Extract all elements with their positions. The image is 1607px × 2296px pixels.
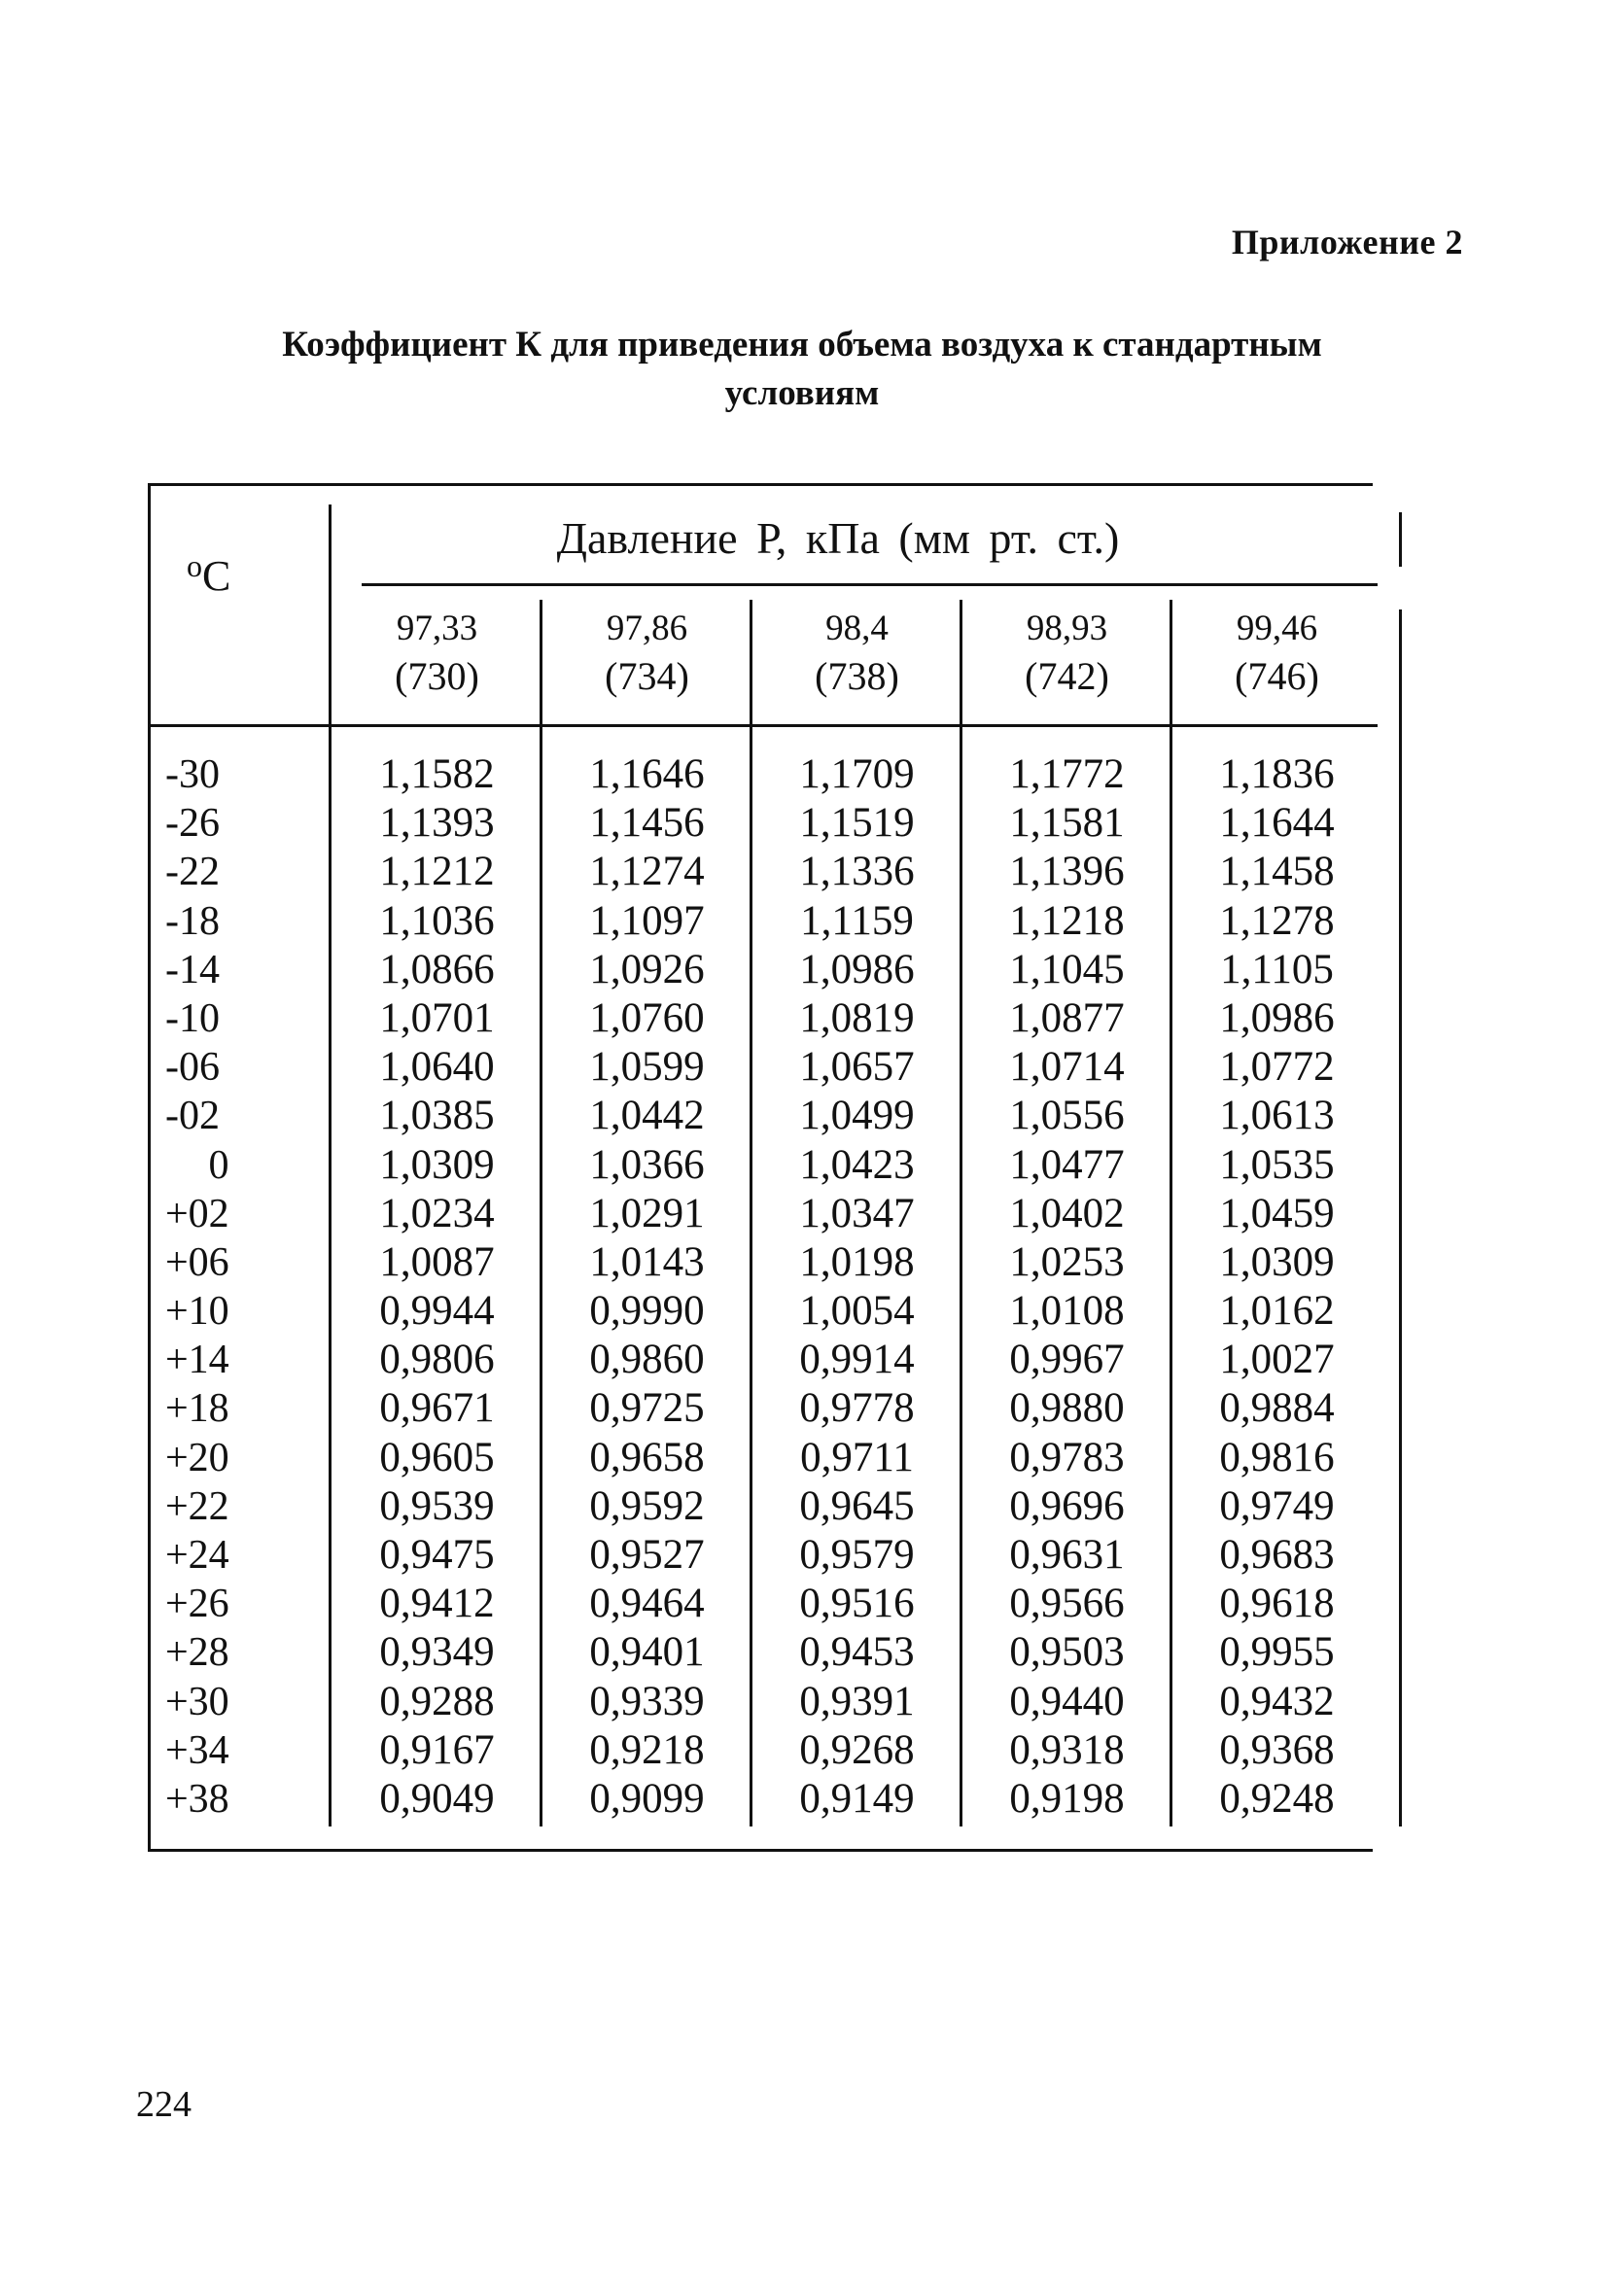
temperature-cell: +38 [165, 1776, 229, 1822]
coefficient-cell: 0,9880 [1009, 1385, 1125, 1432]
coefficient-cell: 1,0877 [1009, 994, 1125, 1041]
coefficient-cell: 0,9412 [379, 1581, 495, 1627]
coefficient-cell: 1,0309 [379, 1141, 495, 1188]
coefficient-cell: 1,0535 [1219, 1141, 1335, 1188]
coefficient-cell: 0,9884 [1219, 1385, 1335, 1432]
coefficient-cell: 1,1456 [589, 800, 705, 847]
coefficient-cell: 1,1097 [589, 897, 705, 944]
coefficient-cell: 0,9955 [1219, 1629, 1335, 1676]
coefficient-cell: 0,9683 [1219, 1532, 1335, 1578]
coefficient-cell: 1,1336 [799, 849, 915, 895]
temperature-cell: -18 [165, 898, 220, 944]
temperature-cell: -14 [165, 947, 220, 992]
coefficient-cell: 1,0253 [1009, 1238, 1125, 1285]
coefficient-cell: 0,9218 [589, 1726, 705, 1773]
coefficient-cell: 1,0459 [1219, 1190, 1335, 1236]
coefficient-cell: 1,1212 [379, 849, 495, 895]
coefficient-cell: 1,1036 [379, 897, 495, 944]
column-kpa: 97,86 [606, 609, 688, 648]
coefficient-cell: 0,9592 [589, 1482, 705, 1529]
temperature-column [165, 750, 311, 1824]
coefficient-cell: 1,0926 [589, 946, 705, 992]
value-column [752, 750, 961, 1824]
coefficient-cell: 0,9816 [1219, 1434, 1335, 1480]
coefficient-cell: 0,9268 [799, 1726, 915, 1773]
column-mmhg: (742) [1025, 654, 1109, 698]
coefficient-cell: 0,9049 [379, 1775, 495, 1822]
celsius-label: C [202, 552, 231, 600]
coefficient-cell: 0,9645 [799, 1482, 915, 1529]
temperature-cell: +22 [165, 1483, 229, 1529]
temperature-cell: +10 [165, 1289, 229, 1335]
coefficient-cell: 1,0986 [1219, 994, 1335, 1041]
coefficient-cell: 0,9527 [589, 1532, 705, 1578]
coefficient-cell: 1,0772 [1219, 1044, 1335, 1091]
coefficient-cell: 0,9944 [379, 1288, 495, 1335]
coefficient-cell: 0,9749 [1219, 1482, 1335, 1529]
coefficient-cell: 0,9149 [799, 1775, 915, 1822]
coefficient-cell: 1,0108 [1009, 1288, 1125, 1335]
temperature-cell: +18 [165, 1386, 229, 1432]
column-header [752, 608, 961, 703]
coefficient-cell: 1,1274 [589, 849, 705, 895]
coefficient-cell: 0,9579 [799, 1532, 915, 1578]
column-mmhg: (738) [815, 654, 899, 698]
coefficient-cell: 1,0477 [1009, 1141, 1125, 1188]
coefficient-cell: 1,0162 [1219, 1288, 1335, 1335]
coefficient-cell: 0,9464 [589, 1581, 705, 1627]
coefficient-cell: 0,9711 [800, 1434, 914, 1480]
value-column [962, 750, 1171, 1824]
coefficient-cell: 1,1519 [799, 800, 915, 847]
coefficient-cell: 1,0499 [799, 1093, 915, 1139]
column-header [332, 608, 541, 703]
coefficient-cell: 1,0442 [589, 1093, 705, 1139]
coefficient-cell: 0,9658 [589, 1434, 705, 1480]
header-bottom-rule [148, 724, 1378, 727]
title-line-1: Коэффициент К для приведения объема воздуха к стандартным [282, 325, 1322, 365]
temperature-cell: +14 [165, 1338, 229, 1383]
coefficient-cell: 1,0819 [799, 994, 915, 1041]
right-border-top [1399, 512, 1402, 567]
coefficient-cell: 1,1709 [799, 751, 915, 797]
coefficient-cell: 1,1458 [1219, 849, 1335, 895]
temperature-cell: +34 [165, 1727, 229, 1773]
temperature-cell: -30 [165, 752, 220, 797]
coefficient-cell: 0,9631 [1009, 1532, 1125, 1578]
coefficient-cell: 1,1644 [1219, 800, 1335, 847]
coefficient-cell: 1,0714 [1009, 1044, 1125, 1091]
coefficient-cell: 1,0866 [379, 946, 495, 992]
table-bottom-rule [148, 1849, 1373, 1852]
coefficient-cell: 1,0309 [1219, 1238, 1335, 1285]
coefficient-cell: 1,1045 [1009, 946, 1125, 992]
coefficient-cell: 0,9725 [589, 1385, 705, 1432]
coefficient-cell: 0,9503 [1009, 1629, 1125, 1676]
coefficient-cell: 1,0556 [1009, 1093, 1125, 1139]
coefficient-cell: 1,1396 [1009, 849, 1125, 895]
coefficient-cell: 1,1105 [1220, 946, 1334, 992]
coefficient-cell: 0,9539 [379, 1482, 495, 1529]
appendix-label: Приложение 2 [1231, 223, 1463, 261]
coefficient-cell: 0,9318 [1009, 1726, 1125, 1773]
coefficient-cell: 1,0198 [799, 1238, 915, 1285]
coefficient-cell: 1,0613 [1219, 1093, 1335, 1139]
coefficient-table [148, 483, 1373, 1854]
coefficient-cell: 1,0701 [379, 994, 495, 1041]
coefficient-cell: 1,0599 [589, 1044, 705, 1091]
coefficient-cell: 1,0366 [589, 1141, 705, 1188]
coefficient-cell: 0,9860 [589, 1337, 705, 1383]
value-column [1172, 750, 1381, 1824]
coefficient-cell: 1,0657 [799, 1044, 915, 1091]
pressure-header-rule [362, 583, 1378, 586]
pressure-header: Давление Р, кПа (мм рт. ст.) [556, 513, 1120, 563]
coefficient-cell: 1,0347 [799, 1190, 915, 1236]
right-border [1399, 609, 1402, 1826]
coefficient-cell: 0,9453 [799, 1629, 915, 1676]
coefficient-cell: 1,1582 [379, 751, 495, 797]
column-kpa: 98,93 [1026, 609, 1108, 648]
coefficient-cell: 0,9967 [1009, 1337, 1125, 1383]
coefficient-cell: 1,1836 [1219, 751, 1335, 797]
column-kpa: 97,33 [396, 609, 478, 648]
column-header [542, 608, 751, 703]
temperature-cell: +06 [165, 1239, 229, 1285]
temperature-cell: -22 [165, 850, 220, 895]
coefficient-cell: 0,9368 [1219, 1726, 1335, 1773]
temperature-cell: +24 [165, 1533, 229, 1578]
column-kpa: 98,4 [825, 609, 889, 648]
coefficient-cell: 0,9248 [1219, 1775, 1335, 1822]
column-header [962, 608, 1171, 703]
coefficient-cell: 0,9618 [1219, 1581, 1335, 1627]
coefficient-cell: 0,9783 [1009, 1434, 1125, 1480]
coefficient-cell: 0,9349 [379, 1629, 495, 1676]
coefficient-cell: 0,9566 [1009, 1581, 1125, 1627]
coefficient-cell: 1,0986 [799, 946, 915, 992]
coefficient-cell: 1,0054 [799, 1288, 915, 1335]
page-number: 224 [136, 2084, 192, 2125]
coefficient-cell: 1,1159 [800, 897, 914, 944]
coefficient-cell: 0,9671 [379, 1385, 495, 1432]
temperature-cell: +20 [165, 1435, 229, 1480]
coefficient-cell: 1,1772 [1009, 751, 1125, 797]
coefficient-cell: 0,9475 [379, 1532, 495, 1578]
temperature-cell: +28 [165, 1630, 229, 1676]
coefficient-cell: 1,0423 [799, 1141, 915, 1188]
temperature-cell: -06 [165, 1045, 220, 1091]
value-column [332, 750, 541, 1824]
temp-column-divider [329, 504, 332, 1826]
coefficient-cell: 0,9990 [589, 1288, 705, 1335]
temperature-cell: +30 [165, 1679, 229, 1724]
coefficient-cell: 1,0291 [589, 1190, 705, 1236]
coefficient-cell: 1,1581 [1009, 800, 1125, 847]
column-mmhg: (746) [1235, 654, 1319, 698]
coefficient-cell: 1,0760 [589, 994, 705, 1041]
page-title [146, 321, 1458, 418]
temperature-cell: -02 [165, 1094, 220, 1139]
temperature-cell: -26 [165, 801, 220, 847]
temperature-cell: -10 [165, 995, 220, 1041]
column-header [1172, 608, 1381, 703]
temperature-cell: +26 [165, 1582, 229, 1627]
column-mmhg: (734) [605, 654, 689, 698]
temperature-cell: +02 [165, 1191, 229, 1236]
value-column [542, 750, 751, 1824]
coefficient-cell: 0,9339 [589, 1678, 705, 1724]
coefficient-cell: 0,9167 [379, 1726, 495, 1773]
coefficient-cell: 0,9288 [379, 1678, 495, 1724]
coefficient-cell: 1,1646 [589, 751, 705, 797]
coefficient-cell: 0,9401 [589, 1629, 705, 1676]
coefficient-cell: 0,9516 [799, 1581, 915, 1627]
coefficient-cell: 0,9198 [1009, 1775, 1125, 1822]
coefficient-cell: 0,9914 [799, 1337, 915, 1383]
coefficient-cell: 0,9806 [379, 1337, 495, 1383]
coefficient-cell: 0,9778 [799, 1385, 915, 1432]
coefficient-cell: 0,9696 [1009, 1482, 1125, 1529]
column-mmhg: (730) [395, 654, 479, 698]
temperature-cell: 0 [208, 1142, 229, 1188]
degree-mark: o [187, 548, 202, 583]
column-kpa: 99,46 [1236, 609, 1318, 648]
coefficient-cell: 1,0385 [379, 1093, 495, 1139]
coefficient-cell: 1,0402 [1009, 1190, 1125, 1236]
coefficient-cell: 0,9391 [799, 1678, 915, 1724]
temperature-unit-header [187, 548, 231, 601]
coefficient-cell: 0,9440 [1009, 1678, 1125, 1724]
table-left-border [148, 483, 151, 1849]
coefficient-cell: 0,9099 [589, 1775, 705, 1822]
table-top-rule [148, 483, 1373, 486]
title-line-2: условиям [724, 373, 880, 413]
coefficient-cell: 0,9432 [1219, 1678, 1335, 1724]
coefficient-cell: 1,0087 [379, 1238, 495, 1285]
coefficient-cell: 0,9605 [379, 1434, 495, 1480]
coefficient-cell: 1,1393 [379, 800, 495, 847]
coefficient-cell: 1,0027 [1219, 1337, 1335, 1383]
coefficient-cell: 1,0143 [589, 1238, 705, 1285]
coefficient-cell: 1,1278 [1219, 897, 1335, 944]
coefficient-cell: 1,0234 [379, 1190, 495, 1236]
coefficient-cell: 1,0640 [379, 1044, 495, 1091]
coefficient-cell: 1,1218 [1009, 897, 1125, 944]
